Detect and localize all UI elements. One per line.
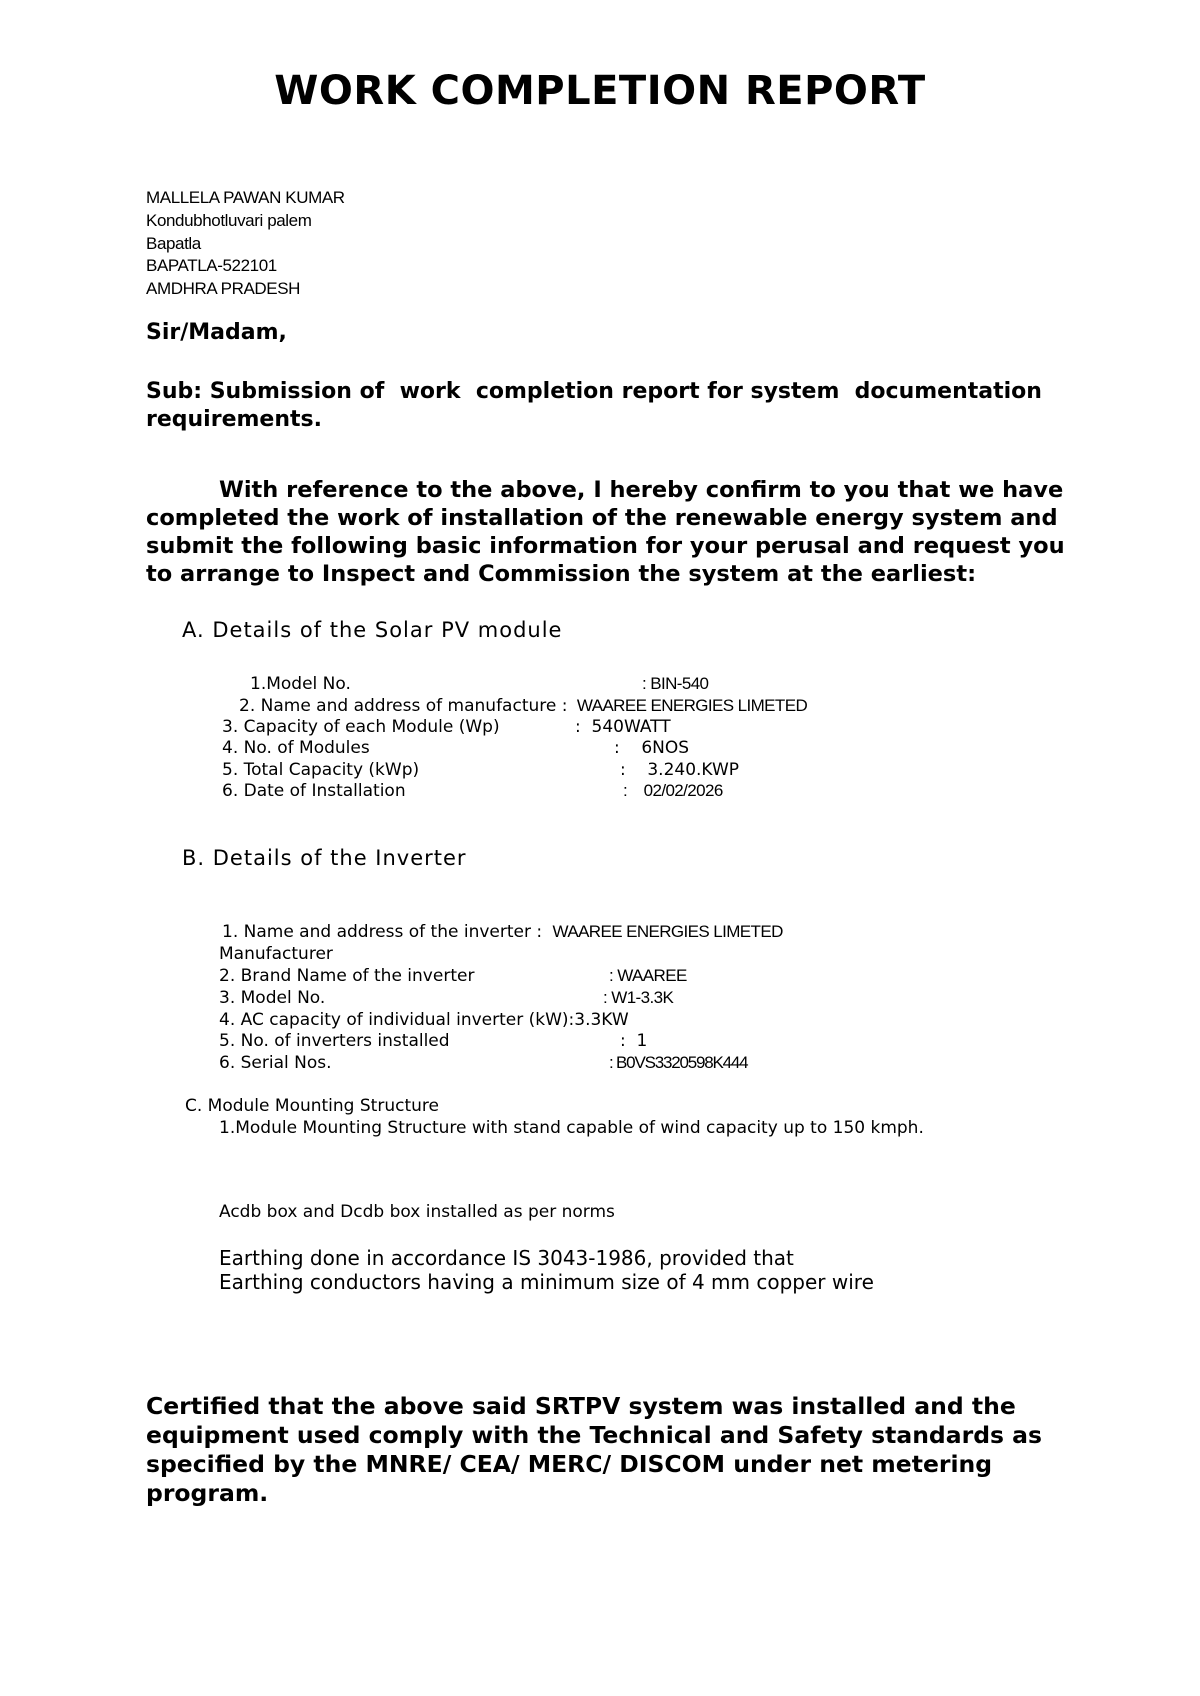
subject [146, 378, 1136, 434]
address-line-2: Bapatla [146, 234, 201, 253]
body-line-2: completed the work of installation of the renewable energy system and [146, 505, 1058, 531]
inverter-manufacturer-label: 1. Name and address of the inverter : [222, 922, 543, 942]
subject-line-1: Sub: Submission of work completion report for system documentation [146, 379, 1042, 404]
report-title: WORK COMPLETION REPORT [274, 68, 926, 114]
section-c-heading: C. Module Mounting Structure [185, 1096, 439, 1116]
module-count-value: : 6NOS [614, 738, 690, 758]
salutation: Sir/Madam, [146, 320, 287, 345]
inverter-count-row [219, 1031, 450, 1051]
certification-line-1: Certified that the above said SRTPV system was installed and the [146, 1392, 1016, 1420]
earthing-line-2: Earthing conductors having a minimum size of 4 mm copper wire [219, 1270, 874, 1294]
subject-line-2: requirements. [146, 407, 322, 432]
body-line-3: submit the following basic information for your perusal and request you [146, 533, 1065, 559]
module-model-label: 1.Model No. [250, 674, 351, 694]
section-b-heading: B. Details of the Inverter [182, 846, 467, 870]
module-capacity-label: 3. Capacity of each Module (Wp) [222, 717, 500, 737]
inverter-brand-row [219, 966, 474, 986]
total-capacity-row [222, 760, 419, 780]
address-name: MALLELA PAWAN KUMAR [146, 188, 345, 207]
module-model-value: : BIN-540 [642, 674, 709, 693]
certification-line-2: equipment used comply with the Technical and Safety standards as [146, 1421, 1043, 1449]
total-capacity-label: 5. Total Capacity (kWp) [222, 760, 420, 780]
installation-date-value: : 02/02/2026 [623, 781, 723, 800]
inverter-serial-label: 6. Serial Nos. [219, 1053, 332, 1073]
inverter-brand-label: 2. Brand Name of the inverter [219, 966, 475, 986]
body-line-1: With reference to the above, I hereby confirm to you that we have [219, 477, 1064, 503]
installation-date-label: 6. Date of Installation [222, 781, 406, 801]
section-c-item-1: 1.Module Mounting Structure with stand capable of wind capacity up to 150 kmph. [219, 1118, 924, 1138]
inverter-brand-value: : WAAREE [609, 966, 687, 985]
inverter-manufacturer-label-2: Manufacturer [219, 944, 333, 964]
inverter-manufacturer-row [222, 922, 783, 942]
inverter-ac-capacity-row [219, 1010, 629, 1030]
certification-line-4: program. [146, 1479, 269, 1507]
module-count-label: 4. No. of Modules [222, 738, 370, 758]
inverter-count-label: 5. No. of inverters installed [219, 1031, 450, 1051]
module-manufacturer-label: 2. Name and address of manufacture : [239, 696, 568, 716]
address-line-4: AMDHRA PRADESH [146, 279, 301, 298]
earthing-line-1: Earthing done in accordance IS 3043-1986, provided that [219, 1246, 794, 1270]
total-capacity-value: : 3.240.KWP [620, 760, 740, 780]
acdb-note: Acdb box and Dcdb box installed as per norms [219, 1202, 615, 1222]
inverter-ac-capacity-label: 4. AC capacity of individual inverter (kW): [219, 1010, 575, 1030]
module-capacity-row [222, 717, 500, 737]
module-count-row [222, 738, 370, 758]
inverter-serial-row [219, 1053, 332, 1073]
body-line-4: to arrange to Inspect and Commission the system at the earliest: [146, 561, 977, 587]
inverter-manufacturer-value: WAAREE ENERGIES LIMETED [552, 922, 783, 941]
inverter-ac-capacity-value: 3.3KW [574, 1010, 629, 1030]
module-manufacturer-value: WAAREE ENERGIES LIMETED [576, 696, 808, 715]
certification-statement [146, 1392, 1106, 1508]
address-line-1: Kondubhotluvari palem [146, 211, 312, 230]
body-paragraph [146, 476, 1136, 588]
inverter-model-label: 3. Model No. [219, 988, 326, 1008]
certification-line-3: specified by the MNRE/ CEA/ MERC/ DISCOM under net metering [146, 1450, 993, 1478]
section-a-heading: A. Details of the Solar PV module [182, 618, 563, 642]
inverter-model-value: : W1-3.3K [603, 988, 674, 1007]
address-line-3: BAPATLA-522101 [146, 256, 277, 275]
inverter-count-value: : 1 [620, 1031, 648, 1051]
installation-date-row [222, 781, 406, 801]
module-capacity-value: : 540WATT [575, 717, 671, 737]
inverter-model-row [219, 988, 325, 1008]
inverter-serial-value: : B0VS3320598K444 [609, 1053, 748, 1072]
module-model-row [250, 674, 351, 694]
module-manufacturer-row [239, 696, 807, 716]
